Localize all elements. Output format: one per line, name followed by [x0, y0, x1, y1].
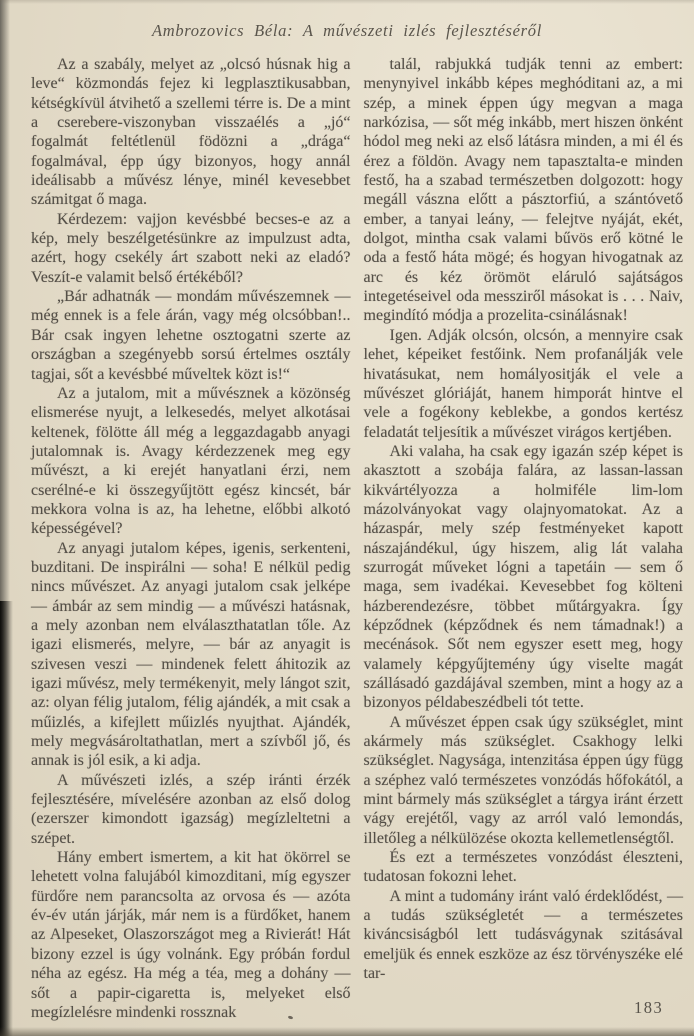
paragraph: A mint a tudomány iránt való érdeklődést, — a tudás szükségletét — a természetes kiváncsiságból lett tudásvágynak szitásával emeljük és ennek eszköze az ész törvényszéke elé tar- — [363, 887, 683, 983]
right-column — [364, 55, 684, 1022]
paragraph: Az a jutalom, mit a művésznek a közönség elismerése nyujt, a lelkesedés, melyet alkotásai keltenek, fölötte áll még a leggazdagabb anyagi jutalomnak is. Avagy kérdezzenek meg egy művészt, a ki erejét hanyatlani érzi, nem cserélné-e ki összegyűjtött egész kincsét, bár mekkora volna is az, ha lehetne, előbbi alkotó képességével? — [31, 384, 351, 538]
paragraph: Az a szabály, melyet az „olcsó húsnak hig a leve“ közmondás fejez ki legplasztikusabban, kétségkívül átvihető a szellemi térre is. De a mint a cserebere-viszonyban visszaélés a „jó“ fogalmát feltétlenül födözni a „drága“ fogalmával, épp úgy bizonyos, hogy annál ideálisabb a művész lénye, minél kevesebbet számitgat ő maga. — [31, 56, 351, 209]
paragraph: Hány embert ismertem, a kit hat ökörrel se lehetett volna falujából kimozditani, míg egyszer fürdőre nem parancsolta az orvosa és — azóta év-év után járják, már nem is a fürdőket, hanem az Alpeseket, Olaszországot meg a Rivierát! Hát bizony ezzel is úgy volnánk. Egy próbán fordul néha az egész. Ha még a téa, meg a dohány — sőt a papir-cigaretta is, melyeket első megízlelésre mindenki rossznak — [31, 849, 351, 1021]
left-column — [31, 55, 351, 1022]
scan-edge-bottom — [0, 1027, 694, 1036]
scan-edge-left-dark — [0, 601, 13, 1036]
paragraph: Az anyagi jutalom képes, igenis, serkenteni, buzditani. De inspirálni — soha! E nélkül pedig nincs művészet. Az anyagi jutalom csak jelképe — ámbár az sem mindig — a művészi hatásnak, a mely azonban nem elválaszthatatlan tőle. Az igazi elismerés, melyre, — bár az anyagit is szivesen veszi — mindenek felett áhitozik az igazi művész, mely termékenyit, mely lángot szit, az: olyan félig jutalom, félig ajándék, a mit csak a műizlés, a kifejlett műizlés nyujthat. Ajándék, mely megvásároltathatlan, mert a szívből jő, és annak is jól esik, a ki adja. — [31, 539, 351, 770]
paragraph: talál, rabjukká tudják tenni az embert: menynyivel inkább képes meghóditani az, a mi szép, a minek éppen úgy megvan a maga narkózisa, — sőt még inkább, mert hiszen önként hódol meg neki az első látásra minden, a mi él és érez a földön. Avagy nem tapasztalta-e minden festő, ha a szabad természetben dolgozott: hogy megáll vászna előtt a pásztorfiú, a szántóvető ember, a tanyai leány, — felejtve nyáját, ekét, dolgot, mintha csak valami bűvös erő kötné le oda a festő háta mögé; és hogyan hivogatnak az arc és kéz örömöt eláruló sajátságos integetéseivel oda messziről másokat is . . . Naiv, megindító módja a prozelita-csinálásnak! — [363, 56, 683, 325]
text-columns — [31, 55, 683, 1022]
paragraph: Igen. Adják olcsón, olcsón, a mennyire csak lehet, képeiket festőink. Nem profanálják vele hivatásukat, nem homályositják el vele a művészet glóriáját, hanem himporát hintve el vele a fogékony keblekbe, a gondos kertész feladatát teljesítik a művészet virágos kertjében. — [363, 326, 683, 441]
paragraph: Kérdezem: vajjon kevésbbé becses-e az a kép, mely beszélgetésünkre az impulzust adta, azért, hogy csekély árt szabott neki az eladó? Veszít-e valamit belső értékéből? — [31, 210, 351, 286]
page-number: 183 — [634, 998, 664, 1017]
paragraph: A művészet éppen csak úgy szükséglet, mint akármely más szükséglet. Csakhogy lelki szükséglet. Nagysága, intenzitása éppen úgy függ a széphez való természetes vonzódás hőfokától, a mint bármely más szükséglet a tárgya iránt érzett vágy erejétől, vagy az arról való lemondás, illetőleg a nélkülözése okozta kellemetlenségtől. — [363, 713, 683, 847]
paragraph: „Bár adhatnák — mondám művészemnek — még ennek is a fele árán, vagy még olcsóbban!.. Bár csak ingyen lehetne osztogatni szerte az országban a szegényebb sorsú értelmes osztály tagjai, sőt a kevésbbé műveltek közt is!“ — [31, 288, 351, 383]
running-head: Ambrozovics Béla: A művészeti izlés fejlesztéséről — [151, 21, 543, 40]
scan-edge-top — [0, 0, 694, 4]
paragraph: A művészeti izlés, a szép iránti érzék fejlesztésére, mívelésére azonban az első dolog (ezerszer kimondott igazság) megízleltetni a szépet. — [31, 771, 351, 847]
paragraph: És ezt a természetes vonzódást éleszteni, tudatosan fokozni lehet. — [363, 849, 683, 886]
paragraph: Aki valaha, ha csak egy igazán szép képet is akasztott a szobája falára, az lassan-lassan kikvártélyozza a holmiféle lim-lom mázolványokat vagy olajnyomatokat. Az a házaspár, mely szép festményeket kapott nászajándékul, úgy hiszem, alig lát valaha szurrogát műveket lógni a tapetáin — sem ő maga, sem ivadékai. Kevesebbet fog költeni házberendezésre, többet műtárgyakra. Így képződnek (képződnek és nem támadnak!) a mecénások. Sőt nem egyszer esett meg, hogy valamely képgyűjtemény úgy viselte magát szállásadó gazdájával szemben, mint a hogy az a bizonyos példabeszédbeli tót tette. — [363, 442, 683, 712]
